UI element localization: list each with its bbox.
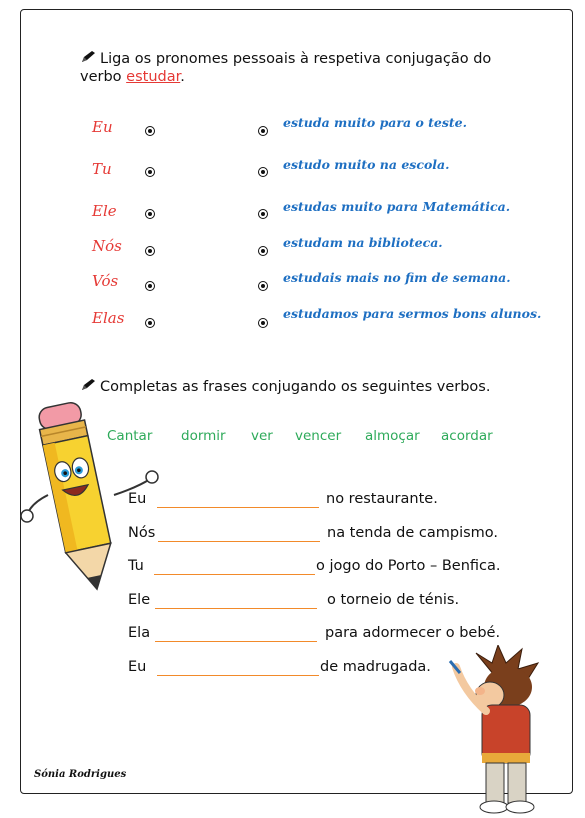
match-dot-left-3[interactable] <box>145 209 155 219</box>
pronoun-2: Tu <box>92 160 112 178</box>
exercise2-instruction <box>80 378 490 396</box>
pronoun-1: Eu <box>92 118 113 136</box>
sentence-3-subject: Tu <box>128 558 144 574</box>
verb-1: Cantar <box>107 428 153 444</box>
sentence-3-blank[interactable] <box>154 574 315 575</box>
sentence-4-rest: o torneio de ténis. <box>327 592 460 608</box>
sentence-5-subject: Ela <box>128 625 151 641</box>
verb-5: almoçar <box>365 428 420 444</box>
conjugation-3: estudas muito para Matemática. <box>283 199 511 214</box>
verb-6: acordar <box>441 428 493 444</box>
conjugation-6: estudamos para sermos bons alunos. <box>283 306 542 321</box>
pronoun-4: Nós <box>92 237 122 255</box>
sentence-1-rest: no restaurante. <box>326 491 438 507</box>
pencil-icon <box>80 50 96 64</box>
pencil-icon <box>80 378 96 392</box>
sentence-4-subject: Ele <box>128 592 151 608</box>
match-dot-left-6[interactable] <box>145 318 155 328</box>
sentence-4-blank[interactable] <box>155 608 317 609</box>
conjugation-4: estudam na biblioteca. <box>283 235 443 250</box>
sentence-5-blank[interactable] <box>155 641 317 642</box>
sentence-2-rest: na tenda de campismo. <box>327 525 499 541</box>
boy-writing-illustration <box>424 645 564 815</box>
sentence-2-subject: Nós <box>128 525 156 541</box>
exercise2-instruction-text: Completas as frases conjugando os seguintes verbos. <box>100 379 491 395</box>
sentence-3-rest: o jogo do Porto – Benfica. <box>316 558 501 574</box>
match-dot-right-3[interactable] <box>258 209 268 219</box>
sentence-6-blank[interactable] <box>157 675 319 676</box>
match-dot-left-5[interactable] <box>145 281 155 291</box>
match-dot-left-2[interactable] <box>145 167 155 177</box>
sentence-2-blank[interactable] <box>158 541 320 542</box>
match-dot-left-1[interactable] <box>145 126 155 136</box>
pronoun-3: Ele <box>92 202 117 220</box>
pronoun-6: Elas <box>92 309 125 327</box>
verb-2: dormir <box>181 428 226 444</box>
match-dot-left-4[interactable] <box>145 246 155 256</box>
match-dot-right-6[interactable] <box>258 318 268 328</box>
match-dot-right-4[interactable] <box>258 246 268 256</box>
signature: Sónia Rodrigues <box>34 769 127 780</box>
conjugation-5: estudais mais no fim de semana. <box>283 270 511 285</box>
conjugation-1: estuda muito para o teste. <box>283 115 467 130</box>
sentence-6-subject: Eu <box>128 659 147 675</box>
verb-4: vencer <box>295 428 342 444</box>
pronoun-5: Vós <box>92 272 119 290</box>
sentence-1-blank[interactable] <box>157 507 319 508</box>
match-dot-right-2[interactable] <box>258 167 268 177</box>
conjugation-2: estudo muito na escola. <box>283 157 450 172</box>
sentence-6-rest: de madrugada. <box>320 659 431 675</box>
match-dot-right-5[interactable] <box>258 281 268 291</box>
exercise1-instruction-prefix: verbo <box>80 69 127 85</box>
exercise1-instruction-text: Liga os pronomes pessoais à respetiva conjugação do <box>100 51 492 67</box>
exercise1-instruction <box>80 50 520 86</box>
sentence-5-rest: para adormecer o bebé. <box>325 625 501 641</box>
verb-3: ver <box>251 428 273 444</box>
exercise1-keyword: estudar <box>126 69 181 85</box>
match-dot-right-1[interactable] <box>258 126 268 136</box>
exercise1-instruction-end: . <box>180 69 185 85</box>
sentence-1-subject: Eu <box>128 491 147 507</box>
